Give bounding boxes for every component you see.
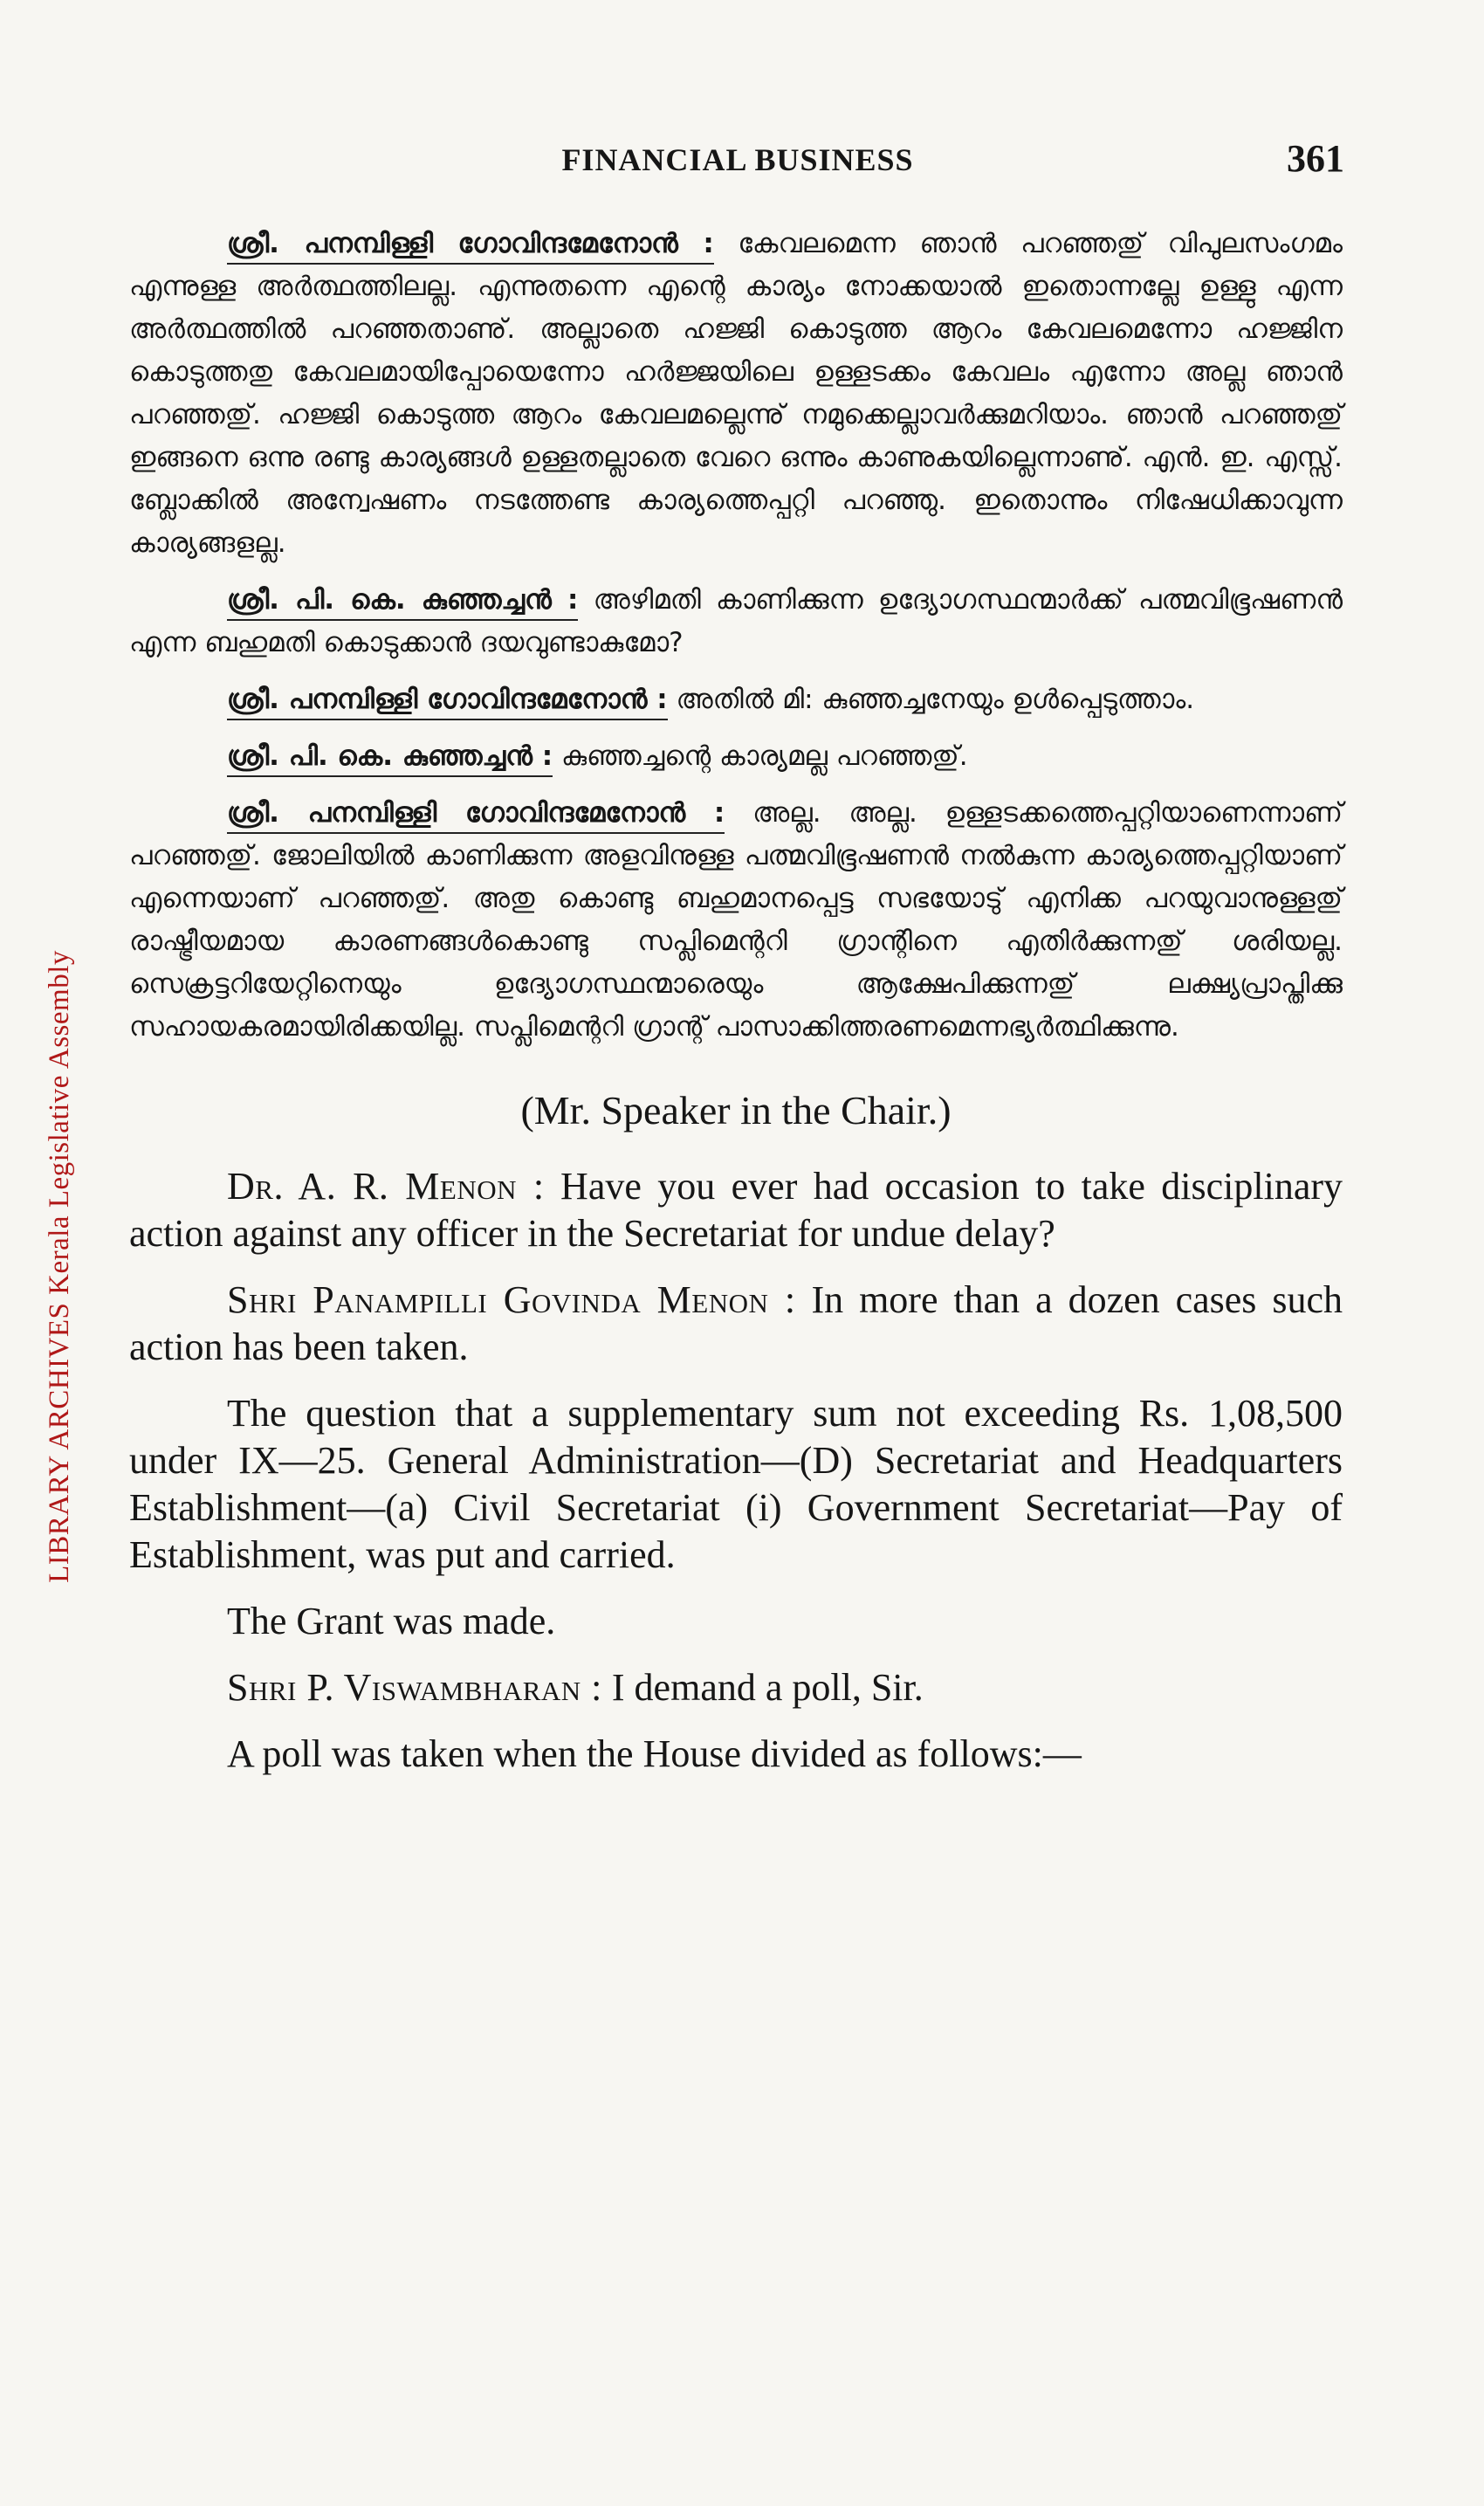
speaker-name: ശ്രീ. പനമ്പിള്ളി ഗോവിന്ദമേനോൻ : (227, 228, 714, 265)
malayalam-paragraph (129, 223, 1343, 565)
page-title: FINANCIAL BUSINESS (561, 142, 914, 177)
speaker-name: Dr. A. R. Menon : (227, 1165, 545, 1208)
speech-text: The Grant was made. (227, 1600, 556, 1642)
speech-text: അതിൽ മി: കുഞ്ഞച്ചനേയും ഉൾപ്പെടുത്താം. (676, 684, 1195, 715)
speech-text: The question that a supplementary sum not exceeding Rs. 1,08,500 under IX—25. General Administration—(D) Secretariat and Headquarters Establishment—(a) Civil Secretariat (i) Government Secretariat—Pay of Establishment, was put and carried. (129, 1392, 1343, 1576)
chair-note: (Mr. Speaker in the Chair.) (520, 1088, 952, 1133)
malayalam-paragraph (129, 678, 1343, 721)
malayalam-paragraph (129, 792, 1343, 1049)
library-archives-watermark (33, 873, 86, 1659)
english-paragraph (129, 1598, 1343, 1645)
malayalam-paragraph (129, 735, 1343, 778)
english-paragraph (129, 1731, 1343, 1778)
english-paragraph (129, 1664, 1343, 1711)
speaker-name: ശ്രീ. പി. കെ. കുഞ്ഞച്ചൻ : (227, 584, 578, 621)
speech-text: അഴിമതി കാണിക്കുന്ന ഉദ്യോഗസ്ഥന്മാർക്ക് പത്മവിഭൂഷണൻ എന്ന ബഹുമതി കൊടുക്കാൻ ദയവുണ്ടാകുമോ? (129, 584, 1343, 658)
speech-text: In more than a dozen cases such action has been taken. (129, 1278, 1343, 1368)
english-paragraph (129, 1163, 1343, 1257)
speech-text: കുഞ്ഞച്ചന്റെ കാര്യമല്ല പറഞ്ഞതു്. (560, 740, 968, 772)
speaker-name: ശ്രീ. പനമ്പിള്ളി ഗോവിന്ദമേനോൻ : (227, 797, 725, 834)
english-paragraph (129, 1390, 1343, 1579)
speech-text: I demand a poll, Sir. (611, 1666, 924, 1709)
page-header (131, 131, 1344, 192)
speech-text: കേവലമെന്ന ഞാൻ പറഞ്ഞതു് വിപുലസംഗമം എന്നുള്ള അർത്ഥത്തിലല്ല. എന്നുതന്നെ എന്റെ കാര്യം നോക്കയാൽ ഇതൊന്നല്ലേ ഉള്ളു എന്ന അർത്ഥത്തിൽ പറഞ്ഞതാണു്. അല്ലാതെ ഹജ്ജി കൊടുത്ത ആറം കേവലമെന്നോ ഹജ്ജിന കൊടുത്തതു കേവലമായിപ്പോയെന്നോ ഹർജ്ജയിലെ ഉള്ളടക്കം കേവലം എന്നോ അല്ല ഞാൻ പറഞ്ഞതു്. ഹജ്ജി കൊടുത്ത ആറം കേവലമല്ലെന്നു് നമുക്കെല്ലാവർക്കുമറിയാം. ഞാൻ പറഞ്ഞതു് ഇങ്ങനെ ഒന്നു രണ്ടു കാര്യങ്ങൾ ഉള്ളതല്ലാതെ വേറെ ഒന്നും കാണുകയില്ലെന്നാണു്. എൻ. ഇ. എസ്സ്. ബ്ലോക്കിൽ അന്വേഷണം നടത്തേണ്ട കാര്യത്തെപ്പറ്റി പറഞ്ഞു. ഇതൊന്നും നിഷേധിക്കാവുന്ന കാര്യങ്ങളല്ല. (129, 228, 1343, 559)
malayalam-paragraph (129, 579, 1343, 664)
english-paragraph (129, 1277, 1343, 1371)
speech-text: അല്ല. അല്ല. ഉള്ളടക്കത്തെപ്പറ്റിയാണെന്നാണ് പറഞ്ഞതു്. ജോലിയിൽ കാണിക്കുന്ന അളവിനുള്ള പത്മവിഭൂഷണൻ നൽകുന്ന കാര്യത്തെപ്പറ്റിയാണ് എന്നെയാണ് പറഞ്ഞതു്. അതു കൊണ്ടു ബഹുമാനപ്പെട്ട സഭയോടു് എനിക്ക പറയുവാനുള്ളതു് രാഷ്ട്രീയമായ കാരണങ്ങൾകൊണ്ടു സപ്ലിമെന്ററി ഗ്രാന്റിനെ എതിർക്കുന്നതു് ശരിയല്ല. സെക്രട്ടറിയേറ്റിനെയും ഉദ്യോഗസ്ഥന്മാരെയും ആക്ഷേപിക്കുന്നതു് ലക്ഷ്യപ്രാപ്തിക്കു സഹായകരമായിരിക്കയില്ല. സപ്ലിമെന്ററി ഗ്രാന്റ് പാസാക്കിത്തരണമെന്നഭ്യർത്ഥിക്കുന്നു. (129, 797, 1343, 1043)
page-body (129, 223, 1343, 1797)
speaker-name: ശ്രീ. പനമ്പിള്ളി ഗോവിന്ദമേനോൻ : (227, 684, 668, 720)
speech-text: Have you ever had occasion to take disciplinary action against any officer in the Secretariat for undue delay? (129, 1165, 1343, 1255)
page-number: 361 (1287, 137, 1344, 180)
speaker-name: ശ്രീ. പി. കെ. കുഞ്ഞച്ചൻ : (227, 740, 553, 777)
speaker-name: Shri P. Viswambharan : (227, 1666, 602, 1709)
speech-text: A poll was taken when the House divided as follows:— (227, 1732, 1082, 1775)
speaker-name: Shri Panampilli Govinda Menon : (227, 1278, 796, 1321)
watermark-text: LIBRARY ARCHIVES Kerala Legislative Assembly (43, 949, 75, 1583)
